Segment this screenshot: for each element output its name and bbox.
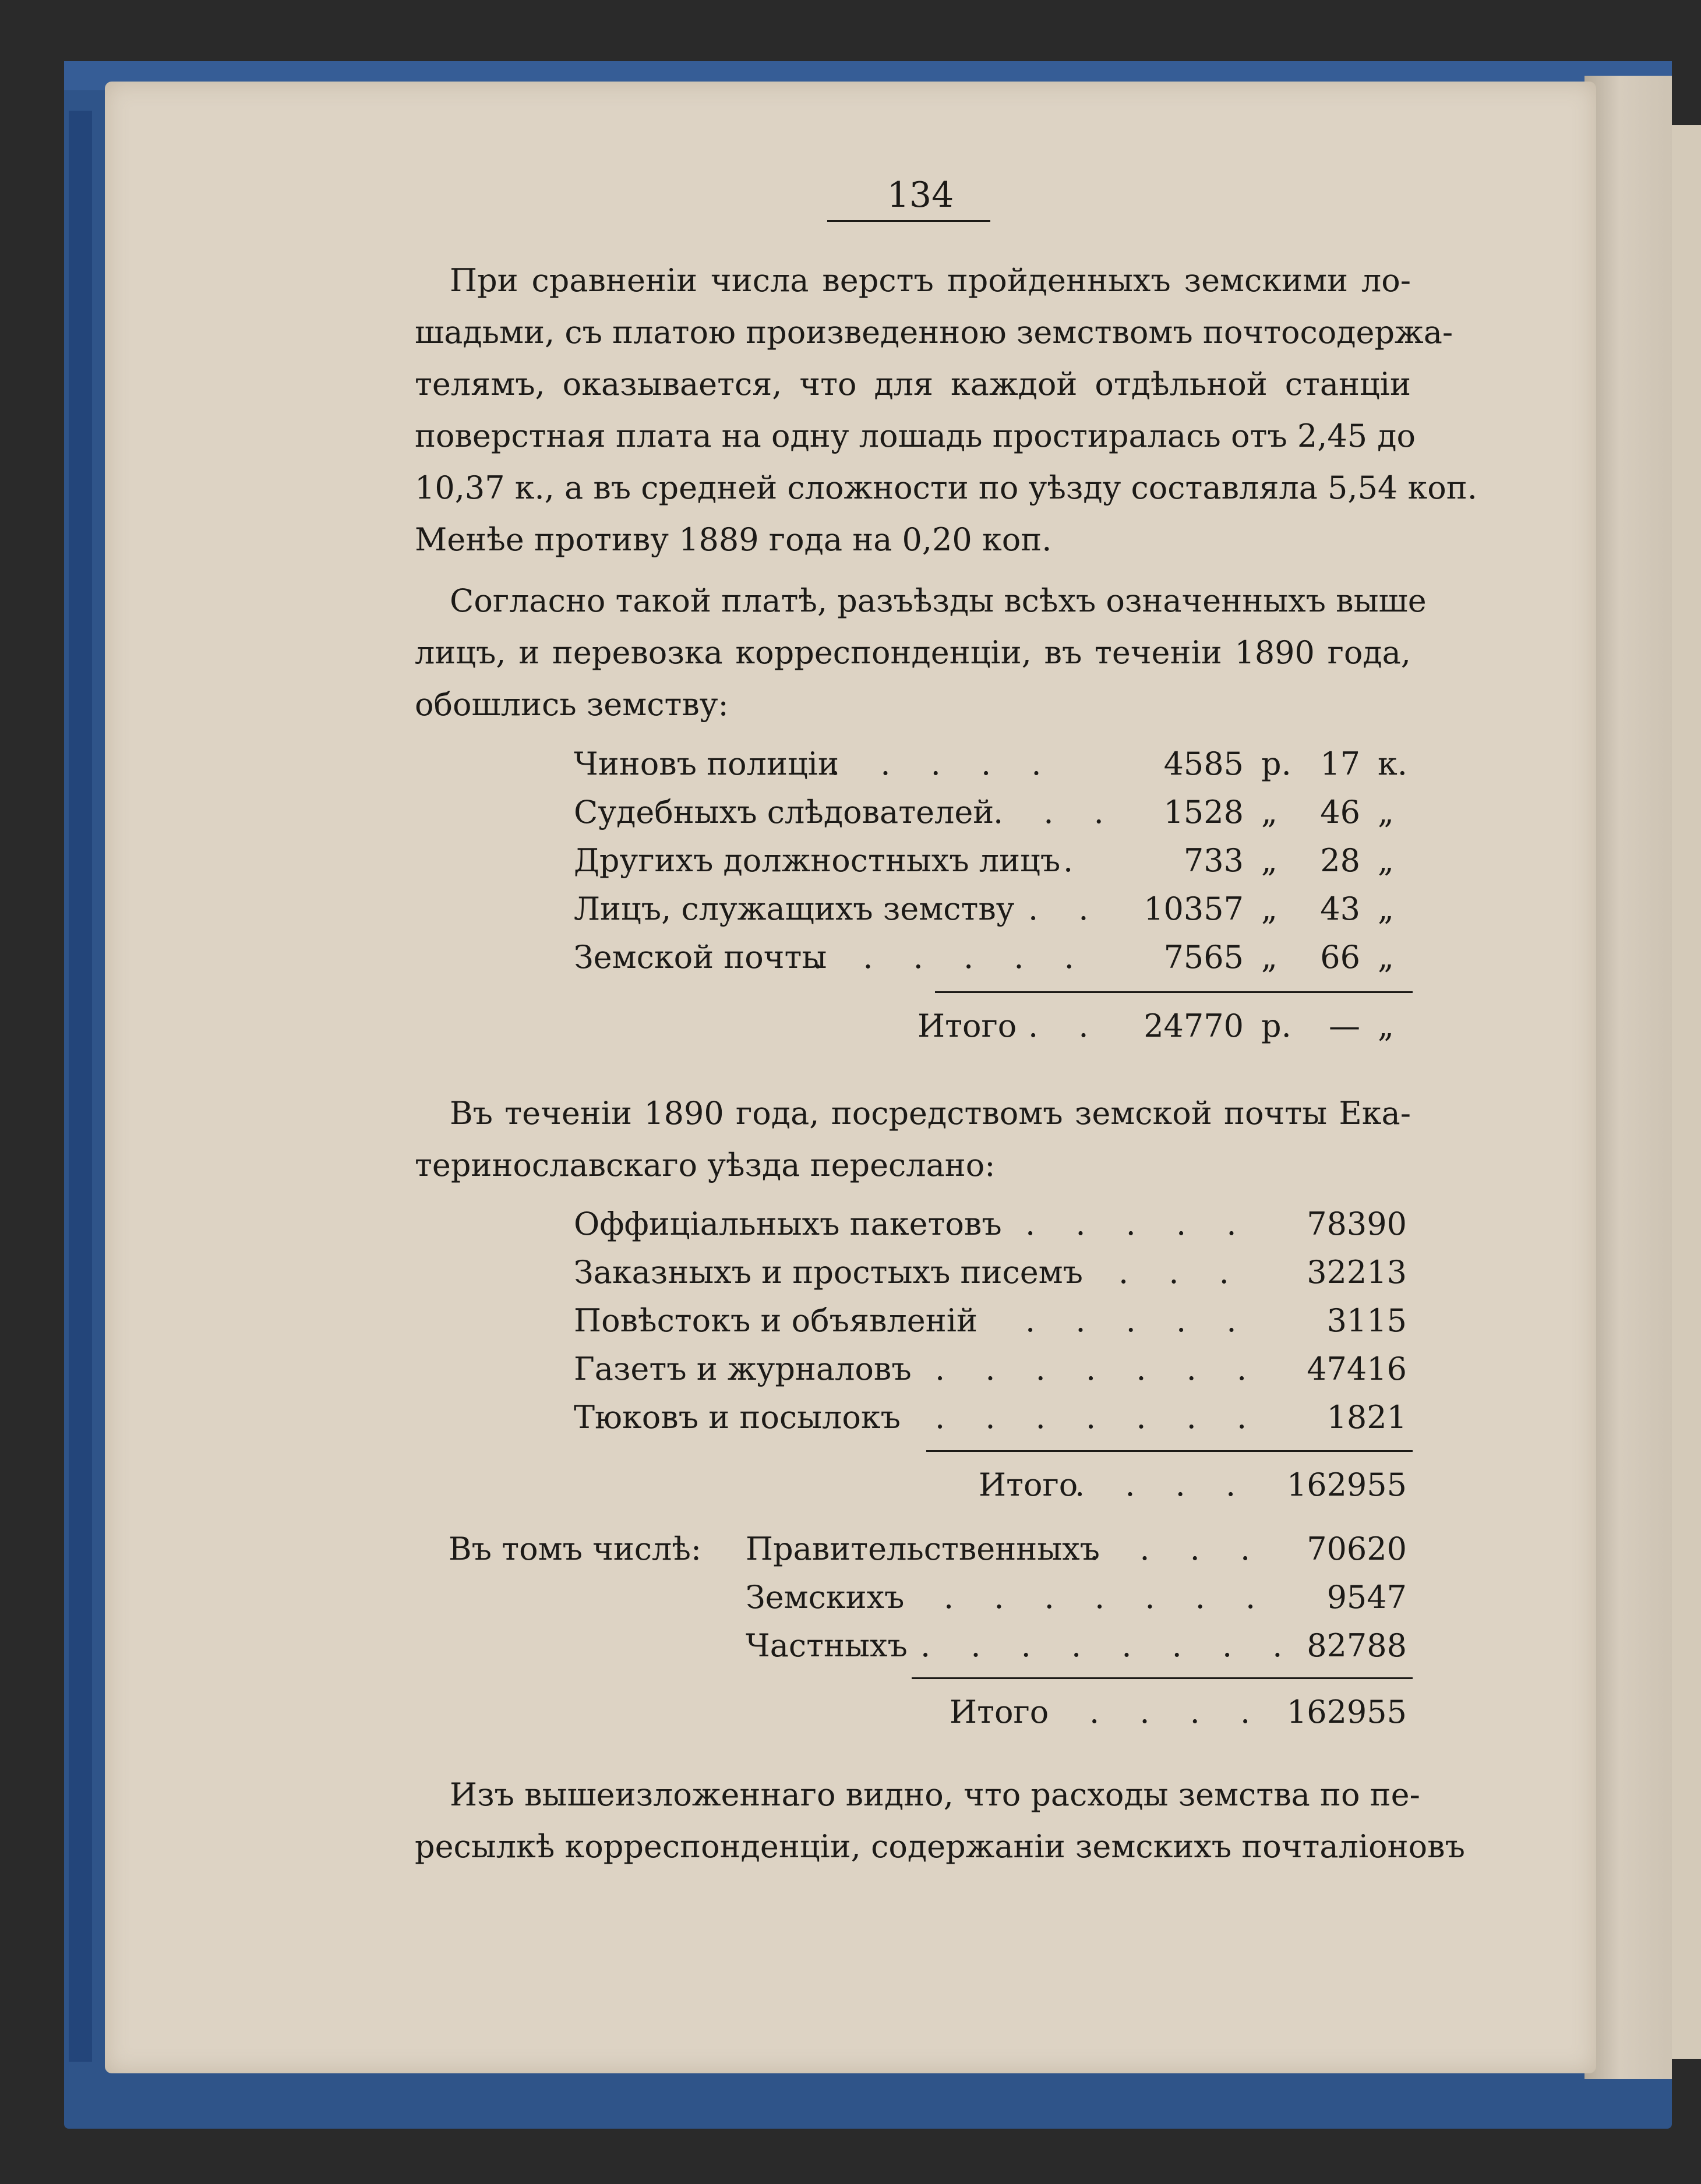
cover-spine-strip bbox=[69, 111, 92, 2062]
mail-value: 3115 bbox=[1326, 1302, 1407, 1339]
kopecks-unit: „ bbox=[1378, 794, 1394, 831]
expense-label: Лицъ, служащихъ земству bbox=[574, 890, 1015, 927]
expense-rubles: 4585 bbox=[1163, 745, 1244, 782]
total-label: Итого bbox=[979, 1466, 1078, 1503]
expense-kopecks: 17 bbox=[1320, 745, 1360, 782]
text-line: ресылкѣ корреспонденціи, содержаніи земскихъ почталіоновъ bbox=[415, 1828, 1465, 1865]
leader-dots: . . bbox=[1028, 1008, 1104, 1044]
text-line: теринославскаго уѣзда переслано: bbox=[415, 1147, 996, 1183]
expense-rubles: 7565 bbox=[1163, 939, 1244, 976]
leader-dots: . . . . . . . bbox=[935, 1351, 1262, 1387]
leader-dots: . . . . . bbox=[830, 745, 1057, 782]
text-line: поверстная плата на одну лошадь простиралась отъ 2,45 до bbox=[415, 418, 1416, 454]
text-line: 10,37 к., а въ средней сложности по уѣзду составляла 5,54 коп. bbox=[415, 469, 1477, 506]
text-line: Согласно такой платѣ, разъѣзды всѣхъ означенныхъ выше bbox=[450, 582, 1427, 619]
leader-dots: . . . . . . bbox=[813, 939, 1089, 976]
rubles-unit: „ bbox=[1261, 794, 1277, 831]
breakdown-value: 82788 bbox=[1307, 1627, 1407, 1664]
expense-label: Другихъ должностныхъ лицъ bbox=[574, 842, 1061, 879]
text-line: Менѣе противу 1889 года на 0,20 коп. bbox=[415, 521, 1052, 558]
text-line: Въ теченіи 1890 года, посредствомъ земской почты Ека- bbox=[450, 1095, 1411, 1132]
leader-dots: . . . . . . . bbox=[935, 1399, 1262, 1436]
rubles-unit: р. bbox=[1261, 745, 1291, 782]
page-number-rule bbox=[827, 220, 990, 222]
total-rule bbox=[912, 1677, 1413, 1679]
expense-kopecks: 43 bbox=[1320, 890, 1360, 927]
rubles-unit: р. bbox=[1261, 1008, 1291, 1044]
breakdown-value: 9547 bbox=[1326, 1579, 1407, 1616]
leader-dots: . bbox=[1063, 842, 1089, 879]
total-label: Итого bbox=[917, 1008, 1017, 1044]
breakdown-prefix: Въ томъ числѣ: bbox=[449, 1531, 702, 1567]
mail-label: Повѣстокъ и объявленій bbox=[574, 1302, 977, 1339]
leader-dots: . . . . bbox=[1075, 1466, 1251, 1503]
expense-kopecks: 46 bbox=[1320, 794, 1360, 831]
rubles-unit: „ bbox=[1261, 842, 1277, 879]
rubles-unit: „ bbox=[1261, 939, 1277, 976]
rubles-unit: „ bbox=[1261, 890, 1277, 927]
mail-value: 47416 bbox=[1307, 1351, 1407, 1387]
expense-label: Чиновъ полиціи bbox=[574, 745, 839, 782]
total-label: Итого bbox=[950, 1694, 1049, 1730]
leader-dots: . . . . bbox=[1089, 1531, 1266, 1567]
expense-rubles: 1528 bbox=[1163, 794, 1244, 831]
kopecks-unit: „ bbox=[1378, 890, 1394, 927]
total-rubles: 24770 bbox=[1144, 1008, 1244, 1044]
leader-dots: . . . . . bbox=[1025, 1206, 1252, 1242]
breakdown-label: Частныхъ bbox=[746, 1627, 908, 1664]
kopecks-unit: к. bbox=[1378, 745, 1407, 782]
total-value: 162955 bbox=[1286, 1466, 1407, 1503]
breakdown-label: Правительственныхъ bbox=[746, 1531, 1100, 1567]
leader-dots: . . bbox=[1028, 890, 1104, 927]
text-line: телямъ, оказывается, что для каждой отдѣльной станціи bbox=[415, 366, 1411, 402]
mail-label: Газетъ и журналовъ bbox=[574, 1351, 912, 1387]
page-number: 134 bbox=[887, 175, 954, 215]
expense-rubles: 10357 bbox=[1144, 890, 1244, 927]
page-gutter bbox=[1584, 76, 1672, 2079]
leader-dots: . . . . . . . bbox=[944, 1579, 1271, 1616]
text-line: обошлись земству: bbox=[415, 686, 729, 723]
breakdown-label: Земскихъ bbox=[746, 1579, 905, 1616]
expense-kopecks: 66 bbox=[1320, 939, 1360, 976]
kopecks-unit: „ bbox=[1378, 842, 1394, 879]
mail-value: 1821 bbox=[1326, 1399, 1407, 1436]
kopecks-unit: „ bbox=[1378, 1008, 1394, 1044]
leader-dots: . . . bbox=[993, 794, 1119, 831]
leader-dots: . . . bbox=[1118, 1254, 1244, 1291]
expense-label: Земской почты bbox=[574, 939, 827, 976]
text-line: Изъ вышеизложеннаго видно, что расходы земства по пе- bbox=[450, 1776, 1420, 1813]
leader-dots: . . . . . bbox=[1025, 1302, 1252, 1339]
mail-label: Тюковъ и посылокъ bbox=[574, 1399, 901, 1436]
expense-label: Судебныхъ слѣдователей bbox=[574, 794, 994, 831]
text-line: шадьми, съ платою произведенною земствомъ почтосодержа- bbox=[415, 314, 1453, 351]
text-line: При сравненіи числа верстъ пройденныхъ земскими ло- bbox=[450, 262, 1411, 299]
total-rule bbox=[926, 1450, 1413, 1452]
total-value: 162955 bbox=[1286, 1694, 1407, 1730]
mail-label: Оффиціальныхъ пакетовъ bbox=[574, 1206, 1002, 1242]
mail-value: 32213 bbox=[1307, 1254, 1407, 1291]
mail-label: Заказныхъ и простыхъ писемъ bbox=[574, 1254, 1084, 1291]
leader-dots: . . . . bbox=[1089, 1694, 1266, 1730]
mail-value: 78390 bbox=[1307, 1206, 1407, 1242]
total-rule bbox=[935, 991, 1413, 993]
text-line: лицъ, и перевозка корреспонденціи, въ теченіи 1890 года, bbox=[415, 634, 1411, 671]
expense-rubles: 733 bbox=[1183, 842, 1244, 879]
total-kopecks: — bbox=[1329, 1008, 1360, 1044]
expense-kopecks: 28 bbox=[1320, 842, 1360, 879]
kopecks-unit: „ bbox=[1378, 939, 1394, 976]
breakdown-value: 70620 bbox=[1307, 1531, 1407, 1567]
leader-dots: . . . . . . . . bbox=[920, 1627, 1298, 1664]
